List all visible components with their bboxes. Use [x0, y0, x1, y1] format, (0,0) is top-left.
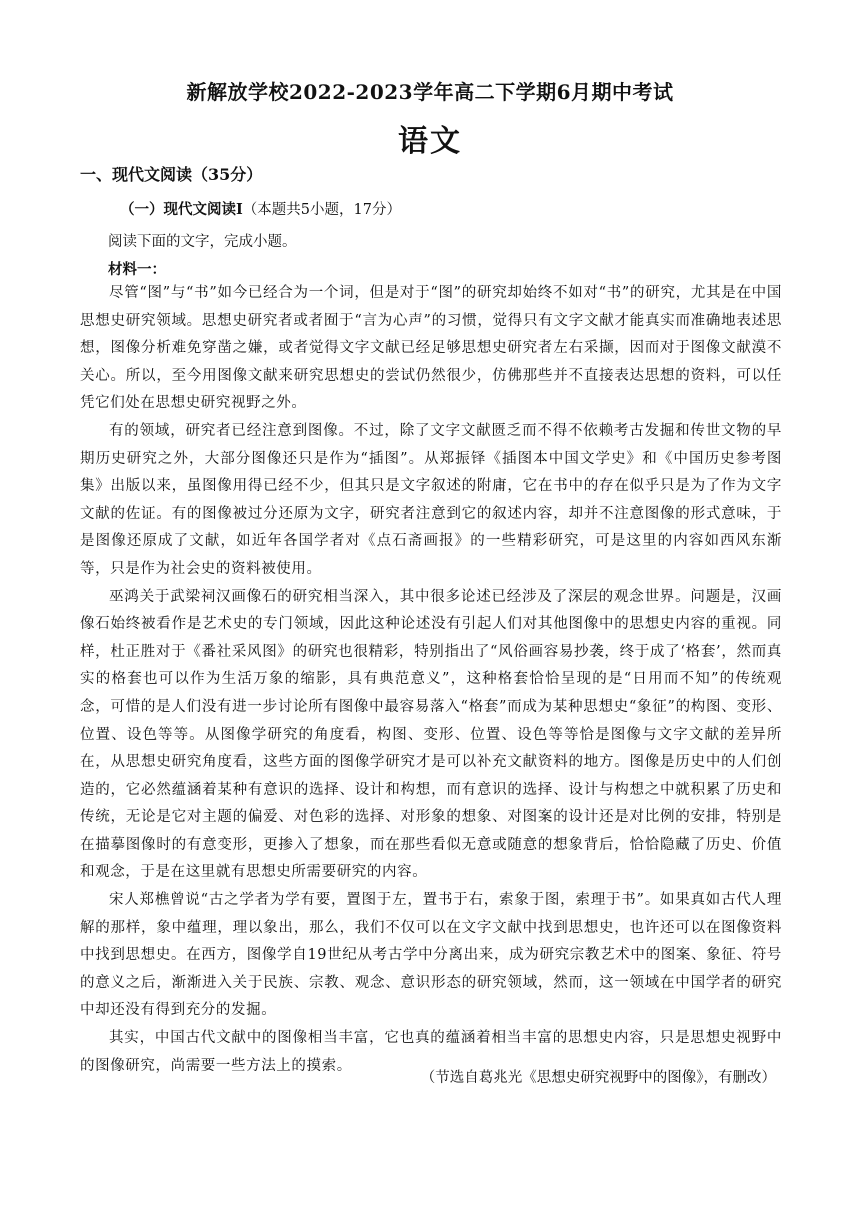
passage-paragraph: 尽管“图”与“书”如今已经合为一个词，但是对于“图”的研究却始终不如对“书”的研究，尤其是在中国思想史研究领域。思想史研究者或者囿于“言为心声”的习惯，觉得只有文字文献才能真实而准确地表述思想，图像分析难免穿凿之嫌，或者觉得文字文献已经足够思想史研究者左右采撷，因而对于图像文献漠不关心。所以，至今用图像文献来研究思想史的尝试仍然很少，仿佛那些并不直接表达思想的资料，可以任凭它们处在思想史研究视野之外。	[80, 285, 782, 412]
passage-paragraph: 巫鸿关于武梁祠汉画像石的研究相当深入，其中很多论述已经涉及了深层的观念世界。问题是，汉画像石始终被看作是艺术史的专门领域，因此这种论述没有引起人们对其他图像中的思想史内容的重视。同样，杜正胜对于《番社采风图》的研究也很精彩，特别指出了“风俗画容易抄袭，终于成了‘格套’，然而真实的格套也可以作为生活万象的缩影，具有典范意义”，这种格套恰恰呈现的是“日用而不知”的传统观念，可惜的是人们没有进一步讨论所有图像中最容易落入“格套”而成为某种思想史“象征”的构图、变形、位置、设色等等。从图像学研究的角度看，构图、变形、位置、设色等等恰是图像与文字文献的差异所在，从思想史研究角度看，这些方面的图像学研究才是可以补充文献资料的地方。图像是历史中的人们创造的，它必然蕴涵着某种有意识的选择、设计和构想，而有意识的选择、设计与构想之中就积累了历史和传统，无论是它对主题的偏爱、对色彩的选择、对形象的想象、对图案的设计还是对比例的安排，特别是在描摹图像时的有意变形，更掺入了想象，而在那些看似无意或随意的想象背后，恰恰隐藏了历史、价值和观念，于是在这里就有思想史所需要研究的内容。	[80, 588, 782, 881]
reading-instruction: 阅读下面的文字，完成小题。	[108, 234, 297, 250]
subsection-title: （一）现代文阅读Ⅰ	[120, 201, 243, 218]
section-heading: 一、现代文阅读（35分）	[80, 165, 263, 184]
subsection-heading	[120, 198, 401, 219]
subject-title: 语文	[398, 124, 462, 159]
exam-title: 新解放学校2022-2023学年高二下学期6月期中考试	[186, 80, 674, 104]
passage-paragraph: 宋人郑樵曾说“古之学者为学有要，置图于左，置书于右，索象于图，索理于书”。如果真如古代人理解的那样，象中蕴理，理以象出，那么，我们不仅可以在文字文献中找到思想史，也许还可以在图像资料中找到思想史。在西方，图像学自19世纪从考古学中分离出来，成为研究宗教艺术中的图案、象征、符号的意义之后，渐渐进入关于民族、宗教、观念、意识形态的研究领域，然而，这一领域在中国学者的研究中却还没有得到充分的发掘。	[80, 892, 782, 1019]
material-label: 材料一：	[108, 261, 166, 278]
passage-paragraph: 有的领域，研究者已经注意到图像。不过，除了文字文献匮乏而不得不依赖考古发掘和传世文物的早期历史研究之外，大部分图像还只是作为“插图”。从郑振铎《插图本中国文学史》和《中国历史参考图集》出版以来，虽图像用得已经不少，但其只是文字叙述的附庸，它在书中的存在似乎只是为了作为文字文献的佐证。有的图像被过分还原为文字，研究者注意到它的叙述内容，却并不注意图像的形式意味，于是图像还原成了文献，如近年各国学者对《点石斋画报》的一些精彩研究，可是这里的内容如西风东渐等，只是作为社会史的资料被使用。	[80, 422, 782, 577]
passage-body	[80, 280, 782, 1080]
source-citation: （节选自葛兆光《思想史研究视野中的图像》，有删改）	[420, 1070, 776, 1086]
passage-paragraph: 其实，中国古代文献中的图像相当丰富，它也真的蕴涵着相当丰富的思想史内容，只是思想史视野中的图像研究，尚需要一些方法上的摸索。	[80, 1030, 782, 1074]
subsection-note: （本题共5小题，17分）	[242, 202, 401, 218]
